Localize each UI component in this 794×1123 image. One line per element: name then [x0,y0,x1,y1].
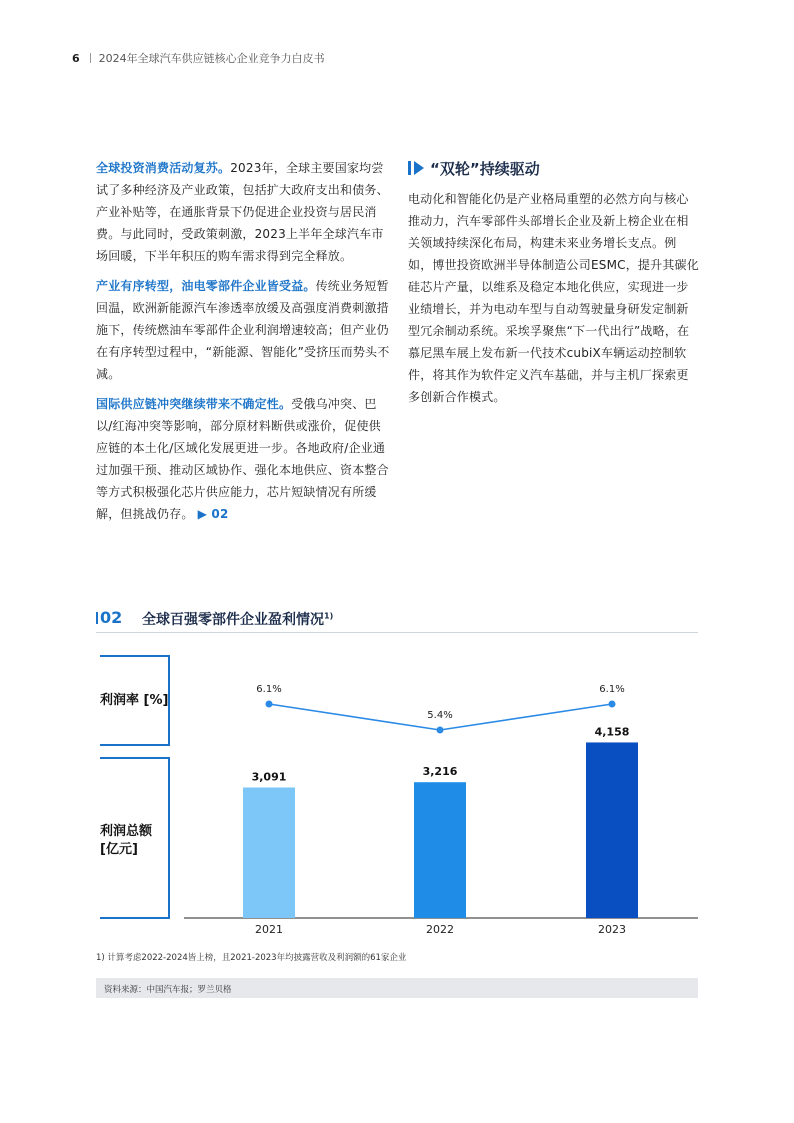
report-title: 2024年全球汽车供应链核心企业竞争力白皮书 [98,52,325,65]
profit-bar-2022 [414,782,466,918]
x-tick-2022: 2022 [426,923,454,936]
figure-title-footnote-mark: 1) [324,611,334,621]
profit-bar-2023 [586,742,638,918]
row-label-margin: 利润率 [%] [100,693,169,708]
text-transition: 传统业务短暂回温，欧洲新能源汽车渗透率放缓及高强度消费刺激措施下，传统燃油车零部件企业利润增速较高；但产业仍在有序转型过程中，“新能源、智能化”受挤压而势头不减。 [96,279,390,381]
row-label-profit-line1: 利润总额 [100,824,153,839]
x-tick-2023: 2023 [598,923,626,936]
paragraph-dual-drive: 电动化和智能化仍是产业格局重塑的必然方向与核心推动力，汽车零部件头部增长企业及新上榜企业在相关领域持续深化布局，构建未来业务增长支点。例如，博世投资欧洲半导体制造公司ESMC，提升其碳化硅芯片产量，以维系及稳定本地化供应，实现进一步业绩增长，并为电动车型与自动驾驶量身研发定制新型冗余制动系统。采埃孚聚焦“下一代出行”战略，在慕尼黑车展上发布新一代技术cubiX车辆运动控制软件，将其作为软件定义汽车基础，并与主机厂探索更多创新合作模式。 [408,192,699,404]
margin-row-frame [100,656,169,745]
text-supply-chain: 受俄乌冲突、巴以/红海冲突等影响，部分原材料断供或涨价，促使供应链的本土化/区域化发展更进一步。各地政府/企业通过加强干预、推动区域协作、强化本地供应、资本整合等方式积极强化芯片供应能力，芯片短缺情况有所缓解，但挑战仍存。 [96,397,389,521]
figure-title-text: 全球百强零部件企业盈利情况 [142,612,324,628]
profit-label-2023: 4,158 [594,725,630,739]
page-number: 6 [72,52,80,65]
lead-supply-chain: 国际供应链冲突继续带来不确定性。 [96,397,292,411]
profit-row-frame [100,758,169,918]
margin-label-2023: 6.1% [599,684,625,695]
x-tick-2021: 2021 [255,923,283,936]
margin-point-2023 [609,701,616,708]
source-text: 资料来源：中国汽车报；罗兰贝格 [104,985,232,995]
profit-bar-2021 [243,787,295,918]
margin-point-2022 [437,727,444,734]
source-bar [96,978,698,998]
lead-recovery: 全球投资消费活动复苏。 [96,161,231,175]
row-label-profit-line2: [亿元] [100,842,138,857]
margin-label-2021: 6.1% [256,684,282,695]
margin-point-2021 [266,701,273,708]
profit-label-2021: 3,091 [251,770,287,784]
profit-label-2022: 3,216 [422,765,458,779]
figure-reference-link[interactable]: ▶ 02 [197,507,229,521]
figure-number-text: 02 [100,608,123,627]
text-recovery: 2023年，全球主要国家均尝试了多种经济及产业政策，包括扩大政府支出和债务、产业补贴等，在通胀背景下仍促进企业投资与居民消费。与此同时，受政策刺激，2023上半年全球汽车市场回暖，下半年积压的购车需求得到完全释放。 [96,161,389,263]
section-title-text: “双轮”持续驱动 [430,160,540,178]
margin-label-2022: 5.4% [427,710,453,721]
lead-transition: 产业有序转型，油电零部件企业皆受益。 [96,279,316,293]
footnote: 1) 计算考虑2022-2024皆上榜，且2021-2023年均披露营收及利润额的61家企业 [96,953,407,963]
